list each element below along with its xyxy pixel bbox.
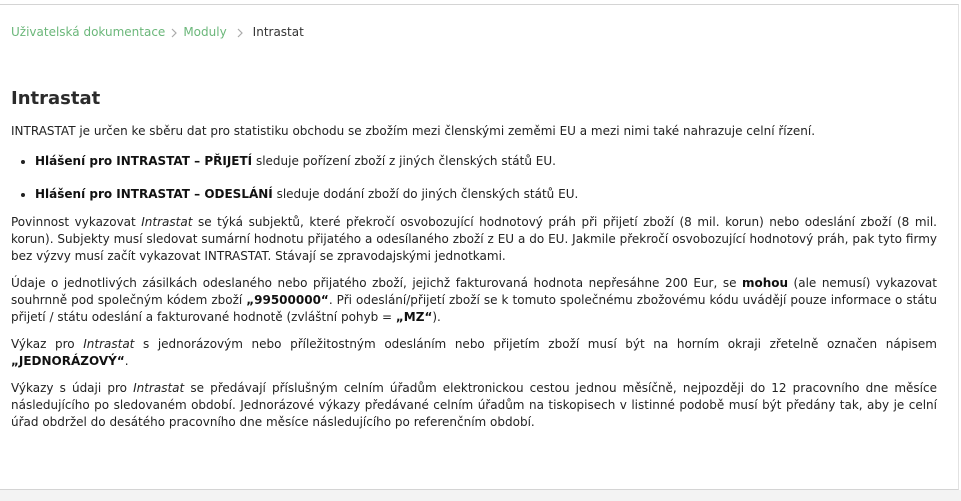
- breadcrumb-current: Intrastat: [252, 25, 304, 39]
- list-item-bold: Hlášení pro INTRASTAT – ODESLÁNÍ: [35, 187, 273, 201]
- one-time-report-paragraph: Výkaz pro Intrastat s jednorázovým nebo příležitostným odesláním nebo přijetím zboží musí být na horním okraji zřetelně označen nápisem „JEDNORÁZOVÝ“.: [11, 337, 937, 368]
- breadcrumb: [11, 25, 304, 40]
- intro-paragraph: INTRASTAT je určen ke sběru dat pro statistiku obchodu se zbožím mezi členskými zeměmi EU a mezi nimi také nahrazuje celní řízení.: [11, 124, 816, 138]
- article-body: [11, 123, 937, 441]
- breadcrumb-link-docs[interactable]: Uživatelská dokumentace: [11, 25, 166, 39]
- chevron-right-icon: [227, 25, 253, 40]
- list-item-text: sleduje pořízení zboží z jiných členských států EU.: [252, 154, 556, 168]
- chevron-right-icon: [165, 25, 183, 40]
- breadcrumb-link-modules[interactable]: Moduly: [183, 25, 227, 39]
- submission-paragraph: Výkazy s údaji pro Intrastat se předávají příslušným celním úřadům elektronickou cestou jednou měsíčně, nejpozději do 12 pracovního dne měsíce následujícího po sledovaném období. Jednorázové výkazy předávané celním úřadům na tiskopisech v listinné podobě musí být předány tak, aby je celní úřad obdržel do desátého pracovního dne měsíce následujícího po referenčním období.: [11, 381, 937, 429]
- list-item-text: sleduje dodání zboží do jiných členských států EU.: [272, 187, 579, 201]
- list-item: [35, 186, 937, 203]
- list-item: [35, 153, 937, 170]
- report-types-list: [11, 153, 937, 203]
- bottom-shadow: [0, 490, 961, 501]
- list-item-bold: Hlášení pro INTRASTAT – PŘIJETÍ: [35, 154, 253, 168]
- page-title: Intrastat: [11, 88, 101, 109]
- obligation-paragraph: Povinnost vykazovat Intrastat se týká subjektů, které překročí osvobozující hodnotový práh při přijetí zboží (8 mil. korun) nebo odeslání zboží (8 mil. korun). Subjekty musí sledovat sumární hodnotu přijatého a odesílaného zboží z EU a do EU. Jakmile překročí osvobozující hodnotový práh, pak tyto firmy bez výzvy musí začít vykazovat INTRASTAT. Stávají se zpravodajskými jednotkami.: [11, 215, 937, 263]
- small-shipments-paragraph: Údaje o jednotlivých zásilkách odeslaného nebo přijatého zboží, jejichž fakturovaná hodnota nepřesáhne 200 Eur, se mohou (ale nemusí) vykazovat souhrnně pod společným kódem zboží „99500000“. Při odeslání/přijetí zboží se k tomuto společnému zbožovému kódu uvádějí pouze informace o státu přijetí / státu odeslání a fakturované hodnotě (zvláštní pohyb = „MZ“).: [11, 276, 937, 324]
